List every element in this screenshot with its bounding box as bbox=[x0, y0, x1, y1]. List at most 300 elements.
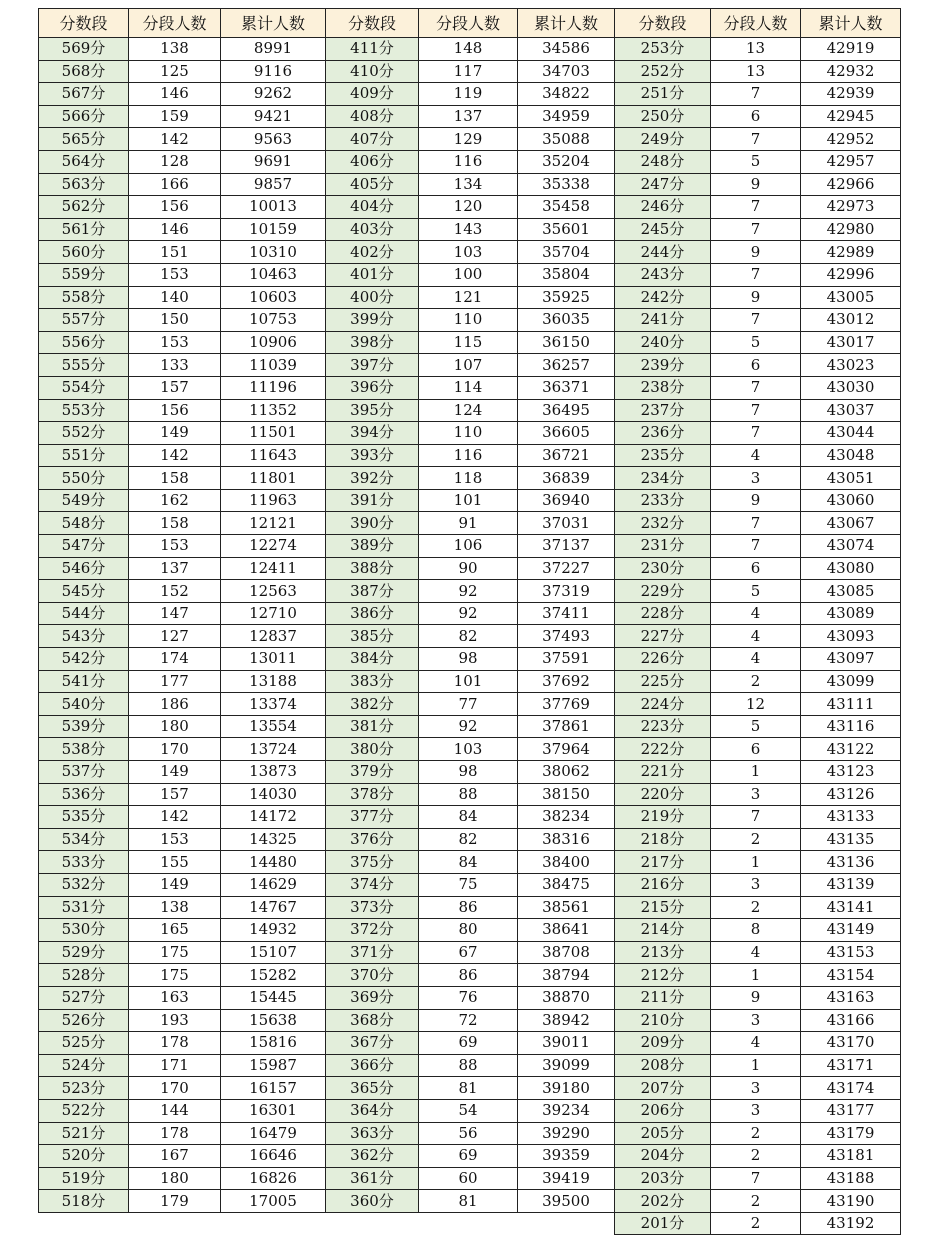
score-segment-cell: 236分 bbox=[615, 422, 711, 445]
score-segment-cell: 377分 bbox=[326, 806, 419, 829]
table-row bbox=[615, 354, 901, 377]
score-segment-cell: 207分 bbox=[615, 1077, 711, 1100]
segment-count-cell: 81 bbox=[419, 1077, 518, 1100]
table-row bbox=[326, 896, 615, 919]
cumulative-count-cell: 8991 bbox=[221, 38, 326, 61]
cumulative-count-cell: 36940 bbox=[518, 489, 615, 512]
segment-count-cell: 103 bbox=[419, 241, 518, 264]
cumulative-count-cell: 35338 bbox=[518, 173, 615, 196]
table-row bbox=[326, 602, 615, 625]
cumulative-count-cell: 43037 bbox=[801, 399, 901, 422]
segment-count-cell: 158 bbox=[129, 467, 221, 490]
segment-count-cell: 9 bbox=[711, 489, 801, 512]
segment-count-cell: 137 bbox=[129, 557, 221, 580]
score-segment-cell: 366分 bbox=[326, 1054, 419, 1077]
table-row bbox=[39, 1145, 326, 1168]
score-segment-cell: 372分 bbox=[326, 919, 419, 942]
cumulative-count-cell: 42966 bbox=[801, 173, 901, 196]
cumulative-count-cell: 36150 bbox=[518, 331, 615, 354]
table-row bbox=[326, 1054, 615, 1077]
segment-count-cell: 119 bbox=[419, 83, 518, 106]
segment-count-cell: 163 bbox=[129, 986, 221, 1009]
cumulative-count-cell: 14172 bbox=[221, 806, 326, 829]
segment-count-cell: 7 bbox=[711, 218, 801, 241]
table-row bbox=[39, 150, 326, 173]
cumulative-count-cell: 43135 bbox=[801, 828, 901, 851]
score-segment-cell: 562分 bbox=[39, 196, 129, 219]
score-segment-cell: 409分 bbox=[326, 83, 419, 106]
segment-count-cell: 13 bbox=[711, 60, 801, 83]
segment-count-cell: 92 bbox=[419, 715, 518, 738]
table-row bbox=[326, 1099, 615, 1122]
table-row bbox=[615, 648, 901, 671]
segment-count-cell: 175 bbox=[129, 964, 221, 987]
cumulative-count-cell: 43171 bbox=[801, 1054, 901, 1077]
cumulative-count-cell: 38150 bbox=[518, 783, 615, 806]
score-segment-cell: 216分 bbox=[615, 873, 711, 896]
segment-count-cell: 153 bbox=[129, 828, 221, 851]
score-segment-cell: 250分 bbox=[615, 105, 711, 128]
score-segment-cell: 226分 bbox=[615, 648, 711, 671]
segment-count-cell: 54 bbox=[419, 1099, 518, 1122]
cumulative-count-cell: 42957 bbox=[801, 150, 901, 173]
score-segment-cell: 209分 bbox=[615, 1032, 711, 1055]
table-row bbox=[39, 331, 326, 354]
score-segment-cell: 364分 bbox=[326, 1099, 419, 1122]
cumulative-count-cell: 43074 bbox=[801, 535, 901, 558]
score-segment-cell: 251分 bbox=[615, 83, 711, 106]
segment-count-cell: 162 bbox=[129, 489, 221, 512]
table-row bbox=[615, 602, 901, 625]
score-segment-cell: 402分 bbox=[326, 241, 419, 264]
score-segment-cell: 244分 bbox=[615, 241, 711, 264]
score-segment-cell: 241分 bbox=[615, 309, 711, 332]
segment-count-cell: 4 bbox=[711, 602, 801, 625]
segment-count-cell: 117 bbox=[419, 60, 518, 83]
table-row bbox=[615, 309, 901, 332]
table-row bbox=[326, 919, 615, 942]
segment-count-cell: 60 bbox=[419, 1167, 518, 1190]
score-segment-cell: 527分 bbox=[39, 986, 129, 1009]
cumulative-count-cell: 10753 bbox=[221, 309, 326, 332]
score-segment-cell: 375分 bbox=[326, 851, 419, 874]
score-segment-cell: 397分 bbox=[326, 354, 419, 377]
segment-count-cell: 84 bbox=[419, 851, 518, 874]
cumulative-count-cell: 15445 bbox=[221, 986, 326, 1009]
table-row bbox=[326, 873, 615, 896]
segment-count-cell: 4 bbox=[711, 444, 801, 467]
table-row bbox=[39, 580, 326, 603]
cumulative-count-cell: 12710 bbox=[221, 602, 326, 625]
header-segment-count: 分段人数 bbox=[711, 9, 801, 38]
cumulative-count-cell: 37411 bbox=[518, 602, 615, 625]
table-row bbox=[39, 512, 326, 535]
table-row bbox=[615, 625, 901, 648]
score-segment-cell: 519分 bbox=[39, 1167, 129, 1190]
cumulative-count-cell: 43139 bbox=[801, 873, 901, 896]
table-row bbox=[39, 941, 326, 964]
table-row bbox=[39, 1190, 326, 1213]
cumulative-count-cell: 38870 bbox=[518, 986, 615, 1009]
cumulative-count-cell: 15638 bbox=[221, 1009, 326, 1032]
segment-count-cell: 5 bbox=[711, 150, 801, 173]
table-row bbox=[326, 761, 615, 784]
cumulative-count-cell: 39500 bbox=[518, 1190, 615, 1213]
score-segment-cell: 407分 bbox=[326, 128, 419, 151]
header-cumulative-count: 累计人数 bbox=[801, 9, 901, 38]
segment-count-cell: 156 bbox=[129, 196, 221, 219]
cumulative-count-cell: 39180 bbox=[518, 1077, 615, 1100]
cumulative-count-cell: 9857 bbox=[221, 173, 326, 196]
cumulative-count-cell: 43179 bbox=[801, 1122, 901, 1145]
score-segment-cell: 382分 bbox=[326, 693, 419, 716]
score-segment-cell: 546分 bbox=[39, 557, 129, 580]
score-segment-cell: 396分 bbox=[326, 376, 419, 399]
cumulative-count-cell: 43177 bbox=[801, 1099, 901, 1122]
segment-count-cell: 138 bbox=[129, 38, 221, 61]
segment-count-cell: 121 bbox=[419, 286, 518, 309]
score-segment-cell: 233分 bbox=[615, 489, 711, 512]
cumulative-count-cell: 38942 bbox=[518, 1009, 615, 1032]
segment-count-cell: 150 bbox=[129, 309, 221, 332]
segment-count-cell: 1 bbox=[711, 851, 801, 874]
cumulative-count-cell: 38316 bbox=[518, 828, 615, 851]
segment-count-cell: 2 bbox=[711, 1212, 801, 1235]
segment-count-cell: 170 bbox=[129, 738, 221, 761]
score-segment-cell: 529分 bbox=[39, 941, 129, 964]
segment-count-cell: 124 bbox=[419, 399, 518, 422]
table-row bbox=[615, 693, 901, 716]
table-row bbox=[326, 1122, 615, 1145]
score-segment-cell: 406分 bbox=[326, 150, 419, 173]
table-row bbox=[326, 354, 615, 377]
segment-count-cell: 107 bbox=[419, 354, 518, 377]
table-row bbox=[615, 761, 901, 784]
segment-count-cell: 5 bbox=[711, 715, 801, 738]
table-row bbox=[326, 196, 615, 219]
table-row bbox=[326, 648, 615, 671]
table-row bbox=[39, 919, 326, 942]
score-segment-cell: 554分 bbox=[39, 376, 129, 399]
segment-count-cell: 155 bbox=[129, 851, 221, 874]
table-row bbox=[615, 1190, 901, 1213]
cumulative-count-cell: 39011 bbox=[518, 1032, 615, 1055]
cumulative-count-cell: 37769 bbox=[518, 693, 615, 716]
cumulative-count-cell: 37319 bbox=[518, 580, 615, 603]
segment-count-cell: 151 bbox=[129, 241, 221, 264]
segment-count-cell: 9 bbox=[711, 241, 801, 264]
segment-count-cell: 2 bbox=[711, 1190, 801, 1213]
table-row bbox=[39, 648, 326, 671]
score-segment-cell: 385分 bbox=[326, 625, 419, 648]
segment-count-cell: 6 bbox=[711, 557, 801, 580]
table-row bbox=[615, 218, 901, 241]
score-segment-cell: 213分 bbox=[615, 941, 711, 964]
segment-count-cell: 7 bbox=[711, 376, 801, 399]
table-row bbox=[615, 670, 901, 693]
cumulative-count-cell: 43166 bbox=[801, 1009, 901, 1032]
score-segment-cell: 211分 bbox=[615, 986, 711, 1009]
table-row bbox=[615, 286, 901, 309]
score-segment-cell: 532分 bbox=[39, 873, 129, 896]
table-row bbox=[326, 986, 615, 1009]
score-segment-cell: 568分 bbox=[39, 60, 129, 83]
table-row bbox=[615, 715, 901, 738]
score-segment-cell: 389分 bbox=[326, 535, 419, 558]
score-segment-cell: 559分 bbox=[39, 263, 129, 286]
score-segment-cell: 545分 bbox=[39, 580, 129, 603]
cumulative-count-cell: 43153 bbox=[801, 941, 901, 964]
score-segment-cell: 384分 bbox=[326, 648, 419, 671]
cumulative-count-cell: 14325 bbox=[221, 828, 326, 851]
cumulative-count-cell: 35088 bbox=[518, 128, 615, 151]
cumulative-count-cell: 36721 bbox=[518, 444, 615, 467]
score-segment-cell: 205分 bbox=[615, 1122, 711, 1145]
segment-count-cell: 3 bbox=[711, 783, 801, 806]
cumulative-count-cell: 39234 bbox=[518, 1099, 615, 1122]
cumulative-count-cell: 16479 bbox=[221, 1122, 326, 1145]
segment-count-cell: 2 bbox=[711, 896, 801, 919]
table-row bbox=[615, 376, 901, 399]
cumulative-count-cell: 12411 bbox=[221, 557, 326, 580]
score-segment-cell: 219分 bbox=[615, 806, 711, 829]
table-row bbox=[39, 489, 326, 512]
segment-count-cell: 56 bbox=[419, 1122, 518, 1145]
segment-count-cell: 98 bbox=[419, 648, 518, 671]
table-row bbox=[615, 399, 901, 422]
score-segment-cell: 362分 bbox=[326, 1145, 419, 1168]
cumulative-count-cell: 43067 bbox=[801, 512, 901, 535]
table-row bbox=[615, 873, 901, 896]
segment-count-cell: 98 bbox=[419, 761, 518, 784]
cumulative-count-cell: 43181 bbox=[801, 1145, 901, 1168]
table-row bbox=[39, 105, 326, 128]
score-segment-cell: 551分 bbox=[39, 444, 129, 467]
table-row bbox=[39, 693, 326, 716]
segment-count-cell: 84 bbox=[419, 806, 518, 829]
table-row bbox=[615, 783, 901, 806]
segment-count-cell: 86 bbox=[419, 896, 518, 919]
table-row bbox=[39, 670, 326, 693]
table-row bbox=[615, 444, 901, 467]
cumulative-count-cell: 35458 bbox=[518, 196, 615, 219]
score-segment-cell: 544分 bbox=[39, 602, 129, 625]
table-row bbox=[615, 828, 901, 851]
cumulative-count-cell: 11352 bbox=[221, 399, 326, 422]
segment-count-cell: 2 bbox=[711, 670, 801, 693]
segment-count-cell: 92 bbox=[419, 602, 518, 625]
table-row bbox=[39, 715, 326, 738]
segment-count-cell: 166 bbox=[129, 173, 221, 196]
segment-count-cell: 146 bbox=[129, 83, 221, 106]
score-segment-cell: 361分 bbox=[326, 1167, 419, 1190]
cumulative-count-cell: 14932 bbox=[221, 919, 326, 942]
score-segment-cell: 224分 bbox=[615, 693, 711, 716]
table-row bbox=[39, 851, 326, 874]
segment-count-cell: 76 bbox=[419, 986, 518, 1009]
score-table-group-2 bbox=[325, 8, 615, 1213]
cumulative-count-cell: 43141 bbox=[801, 896, 901, 919]
cumulative-count-cell: 37031 bbox=[518, 512, 615, 535]
cumulative-count-cell: 38400 bbox=[518, 851, 615, 874]
score-segment-cell: 555分 bbox=[39, 354, 129, 377]
table-row bbox=[615, 105, 901, 128]
score-segment-cell: 246分 bbox=[615, 196, 711, 219]
score-segment-cell: 565分 bbox=[39, 128, 129, 151]
segment-count-cell: 174 bbox=[129, 648, 221, 671]
score-segment-cell: 230分 bbox=[615, 557, 711, 580]
header-score-segment: 分数段 bbox=[39, 9, 129, 38]
score-table-group-3 bbox=[614, 8, 901, 1235]
table-row bbox=[615, 557, 901, 580]
table-row bbox=[615, 422, 901, 445]
cumulative-count-cell: 43154 bbox=[801, 964, 901, 987]
segment-count-cell: 4 bbox=[711, 941, 801, 964]
segment-count-cell: 69 bbox=[419, 1032, 518, 1055]
table-row bbox=[326, 422, 615, 445]
table-row bbox=[326, 535, 615, 558]
score-segment-cell: 379分 bbox=[326, 761, 419, 784]
score-segment-cell: 540分 bbox=[39, 693, 129, 716]
segment-count-cell: 115 bbox=[419, 331, 518, 354]
cumulative-count-cell: 43116 bbox=[801, 715, 901, 738]
score-segment-cell: 388分 bbox=[326, 557, 419, 580]
score-segment-cell: 394分 bbox=[326, 422, 419, 445]
cumulative-count-cell: 39419 bbox=[518, 1167, 615, 1190]
header-score-segment: 分数段 bbox=[326, 9, 419, 38]
table-row bbox=[615, 38, 901, 61]
cumulative-count-cell: 42919 bbox=[801, 38, 901, 61]
segment-count-cell: 103 bbox=[419, 738, 518, 761]
score-segment-cell: 548分 bbox=[39, 512, 129, 535]
score-segment-cell: 399分 bbox=[326, 309, 419, 332]
segment-count-cell: 1 bbox=[711, 761, 801, 784]
cumulative-count-cell: 43133 bbox=[801, 806, 901, 829]
table-row bbox=[326, 1145, 615, 1168]
table-row bbox=[615, 738, 901, 761]
score-segment-cell: 228分 bbox=[615, 602, 711, 625]
score-segment-cell: 253分 bbox=[615, 38, 711, 61]
score-segment-cell: 410分 bbox=[326, 60, 419, 83]
table-row bbox=[615, 60, 901, 83]
table-row bbox=[615, 1122, 901, 1145]
segment-count-cell: 9 bbox=[711, 986, 801, 1009]
cumulative-count-cell: 38234 bbox=[518, 806, 615, 829]
table-row bbox=[326, 376, 615, 399]
table-row bbox=[39, 1099, 326, 1122]
score-segment-cell: 206分 bbox=[615, 1099, 711, 1122]
score-segment-cell: 561分 bbox=[39, 218, 129, 241]
segment-count-cell: 147 bbox=[129, 602, 221, 625]
segment-count-cell: 153 bbox=[129, 263, 221, 286]
table-row bbox=[615, 1167, 901, 1190]
segment-count-cell: 152 bbox=[129, 580, 221, 603]
score-segment-cell: 223分 bbox=[615, 715, 711, 738]
segment-count-cell: 144 bbox=[129, 1099, 221, 1122]
table-row bbox=[39, 602, 326, 625]
table-row bbox=[39, 535, 326, 558]
segment-count-cell: 90 bbox=[419, 557, 518, 580]
score-segment-cell: 564分 bbox=[39, 150, 129, 173]
score-segment-cell: 398分 bbox=[326, 331, 419, 354]
score-segment-cell: 204分 bbox=[615, 1145, 711, 1168]
cumulative-count-cell: 10603 bbox=[221, 286, 326, 309]
score-segment-cell: 526分 bbox=[39, 1009, 129, 1032]
segment-count-cell: 149 bbox=[129, 422, 221, 445]
cumulative-count-cell: 10310 bbox=[221, 241, 326, 264]
cumulative-count-cell: 11039 bbox=[221, 354, 326, 377]
cumulative-count-cell: 9116 bbox=[221, 60, 326, 83]
table-row bbox=[615, 919, 901, 942]
score-segment-cell: 373分 bbox=[326, 896, 419, 919]
segment-count-cell: 5 bbox=[711, 580, 801, 603]
segment-count-cell: 129 bbox=[419, 128, 518, 151]
score-segment-cell: 237分 bbox=[615, 399, 711, 422]
score-segment-cell: 242分 bbox=[615, 286, 711, 309]
cumulative-count-cell: 43044 bbox=[801, 422, 901, 445]
cumulative-count-cell: 43174 bbox=[801, 1077, 901, 1100]
segment-count-cell: 7 bbox=[711, 128, 801, 151]
segment-count-cell: 80 bbox=[419, 919, 518, 942]
cumulative-count-cell: 34822 bbox=[518, 83, 615, 106]
score-segment-cell: 374分 bbox=[326, 873, 419, 896]
segment-count-cell: 3 bbox=[711, 1077, 801, 1100]
score-segment-cell: 232分 bbox=[615, 512, 711, 535]
table-row bbox=[39, 625, 326, 648]
segment-count-cell: 6 bbox=[711, 738, 801, 761]
score-segment-cell: 525分 bbox=[39, 1032, 129, 1055]
segment-count-cell: 178 bbox=[129, 1032, 221, 1055]
table-row bbox=[326, 489, 615, 512]
cumulative-count-cell: 16646 bbox=[221, 1145, 326, 1168]
score-segment-cell: 392分 bbox=[326, 467, 419, 490]
score-segment-cell: 203分 bbox=[615, 1167, 711, 1190]
score-segment-cell: 539分 bbox=[39, 715, 129, 738]
score-segment-cell: 234分 bbox=[615, 467, 711, 490]
cumulative-count-cell: 43123 bbox=[801, 761, 901, 784]
table-row bbox=[326, 1077, 615, 1100]
score-segment-cell: 367分 bbox=[326, 1032, 419, 1055]
segment-count-cell: 3 bbox=[711, 1099, 801, 1122]
segment-count-cell: 186 bbox=[129, 693, 221, 716]
table-row bbox=[326, 1032, 615, 1055]
table-row bbox=[615, 173, 901, 196]
segment-count-cell: 125 bbox=[129, 60, 221, 83]
cumulative-count-cell: 38062 bbox=[518, 761, 615, 784]
segment-count-cell: 157 bbox=[129, 783, 221, 806]
cumulative-count-cell: 16157 bbox=[221, 1077, 326, 1100]
cumulative-count-cell: 43163 bbox=[801, 986, 901, 1009]
header-cumulative-count: 累计人数 bbox=[518, 9, 615, 38]
table-row bbox=[326, 670, 615, 693]
table-row bbox=[615, 851, 901, 874]
segment-count-cell: 9 bbox=[711, 173, 801, 196]
segment-count-cell: 6 bbox=[711, 354, 801, 377]
score-segment-cell: 252分 bbox=[615, 60, 711, 83]
segment-count-cell: 101 bbox=[419, 489, 518, 512]
segment-count-cell: 165 bbox=[129, 919, 221, 942]
header-segment-count: 分段人数 bbox=[419, 9, 518, 38]
table-row bbox=[615, 196, 901, 219]
table-row bbox=[326, 309, 615, 332]
score-segment-cell: 221分 bbox=[615, 761, 711, 784]
segment-count-cell: 146 bbox=[129, 218, 221, 241]
score-segment-cell: 518分 bbox=[39, 1190, 129, 1213]
score-segment-cell: 201分 bbox=[615, 1212, 711, 1235]
segment-count-cell: 5 bbox=[711, 331, 801, 354]
table-row bbox=[39, 60, 326, 83]
segment-count-cell: 13 bbox=[711, 38, 801, 61]
